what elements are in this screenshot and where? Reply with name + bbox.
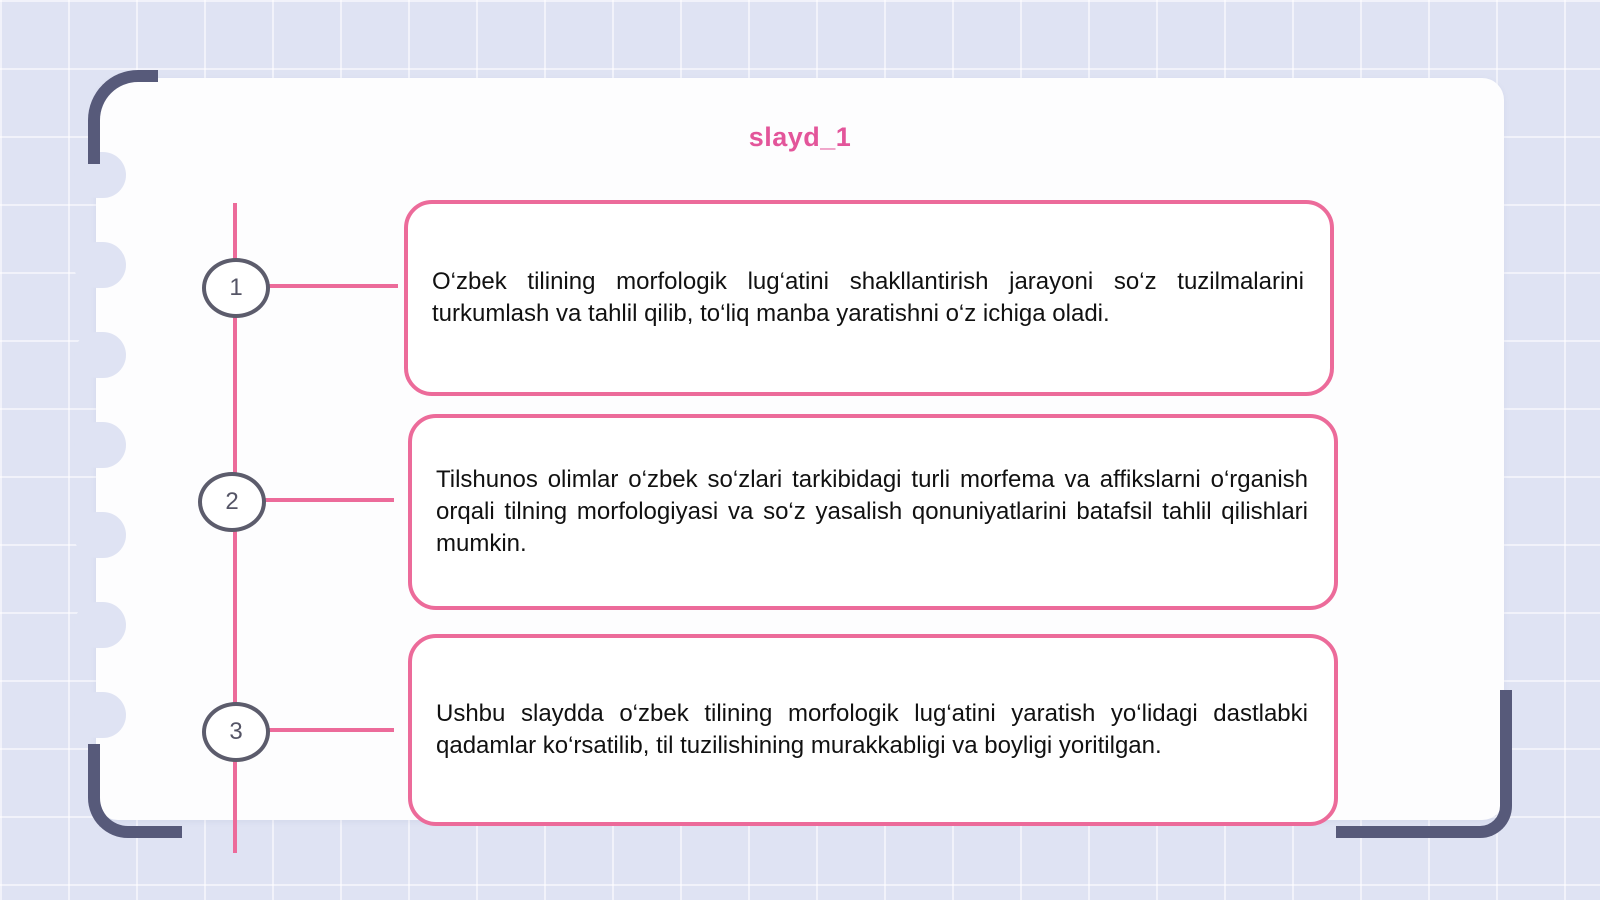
step-text-3: Ushbu slaydda o‘zbek tilining morfologik lug‘atini yaratish yo‘lidagi dastlabki qadamlar ko‘rsatilib, til tuzilishining murakkabligi va boyligi yoritilgan.	[436, 700, 1308, 759]
paper-notch	[74, 512, 126, 558]
step-connector	[262, 728, 394, 732]
frame-bracket-bottom-right	[1336, 690, 1512, 838]
step-card-3	[408, 634, 1338, 826]
paper-notch	[74, 242, 126, 288]
frame-bracket-bottom-left	[88, 744, 182, 838]
step-connector	[262, 284, 398, 288]
step-text-2: Tilshunos olimlar o‘zbek so‘zlari tarkibidagi turli morfema va affikslarni o‘rganish orqali tilning morfologiyasi va so‘z yasalish qonuniyatlarini batafsil tahlil qilishlari mumkin.	[436, 466, 1308, 557]
paper-notch	[74, 692, 126, 738]
step-number-2: 2	[198, 472, 266, 532]
paper-notch	[74, 422, 126, 468]
paper-notch	[74, 332, 126, 378]
step-number-3: 3	[202, 702, 270, 762]
paper-notch	[74, 602, 126, 648]
slide-title: slayd_1	[748, 122, 852, 152]
step-connector	[258, 498, 394, 502]
step-text-1: O‘zbek tilining morfologik lug‘atini shakllantirish jarayoni so‘z tuzilmalarini turkumlash va tahlil qilib, to‘liq manba yaratishni o‘z ichiga oladi.	[432, 268, 1304, 327]
step-card-2	[408, 414, 1338, 610]
step-number-1: 1	[202, 258, 270, 318]
step-card-1	[404, 200, 1334, 396]
